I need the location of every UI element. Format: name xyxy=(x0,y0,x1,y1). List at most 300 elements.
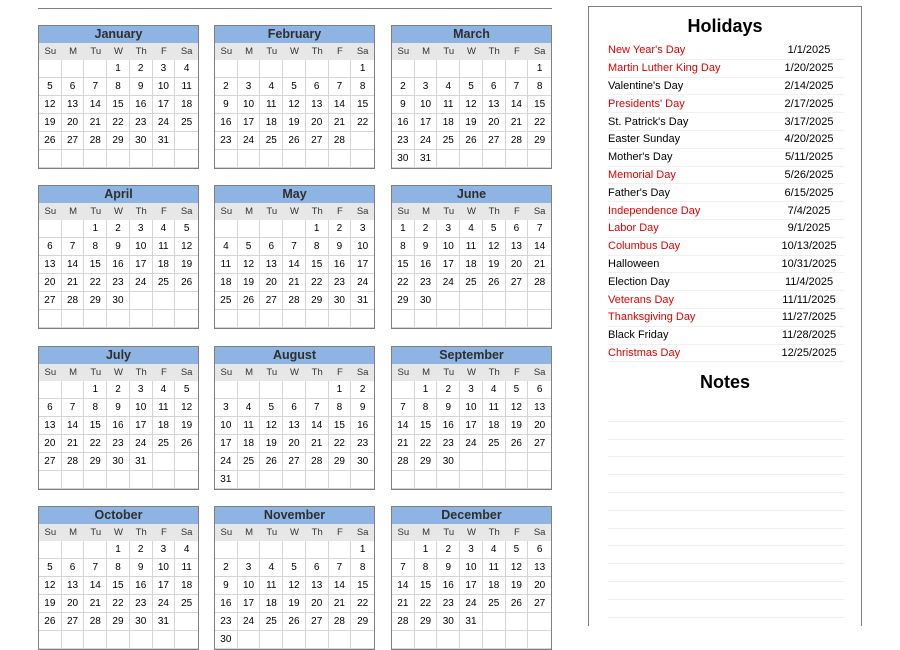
day-cell[interactable]: 14 xyxy=(506,96,529,114)
day-cell[interactable]: 13 xyxy=(260,256,283,274)
day-cell[interactable]: 3 xyxy=(238,559,261,577)
day-cell[interactable]: 2 xyxy=(107,220,130,238)
day-cell[interactable]: 17 xyxy=(415,114,438,132)
day-cell[interactable]: 26 xyxy=(506,595,529,613)
day-cell[interactable]: 15 xyxy=(415,417,438,435)
day-cell[interactable]: 15 xyxy=(351,96,374,114)
day-cell[interactable]: 10 xyxy=(351,238,374,256)
day-cell[interactable]: 25 xyxy=(437,132,460,150)
day-cell[interactable]: 14 xyxy=(62,417,85,435)
day-cell[interactable]: 15 xyxy=(329,417,352,435)
day-cell[interactable]: 9 xyxy=(351,399,374,417)
day-cell[interactable]: 29 xyxy=(107,613,130,631)
day-cell[interactable]: 3 xyxy=(437,220,460,238)
day-cell[interactable]: 22 xyxy=(415,595,438,613)
note-line[interactable] xyxy=(608,440,844,458)
day-cell[interactable]: 22 xyxy=(84,435,107,453)
day-cell[interactable]: 16 xyxy=(415,256,438,274)
day-cell[interactable]: 20 xyxy=(306,595,329,613)
day-cell[interactable]: 17 xyxy=(153,577,176,595)
day-cell[interactable]: 2 xyxy=(392,78,415,96)
day-cell[interactable]: 31 xyxy=(415,150,438,168)
day-cell[interactable]: 8 xyxy=(84,238,107,256)
day-cell[interactable]: 18 xyxy=(153,256,176,274)
day-cell[interactable]: 3 xyxy=(351,220,374,238)
day-cell[interactable]: 17 xyxy=(238,595,261,613)
day-cell[interactable]: 28 xyxy=(283,292,306,310)
day-cell[interactable]: 25 xyxy=(153,274,176,292)
day-cell[interactable]: 26 xyxy=(260,453,283,471)
day-cell[interactable]: 11 xyxy=(483,399,506,417)
day-cell[interactable]: 31 xyxy=(153,613,176,631)
day-cell[interactable]: 11 xyxy=(260,96,283,114)
day-cell[interactable]: 27 xyxy=(39,453,62,471)
day-cell[interactable]: 7 xyxy=(62,238,85,256)
day-cell[interactable]: 5 xyxy=(175,381,198,399)
note-line[interactable] xyxy=(608,404,844,422)
day-cell[interactable]: 18 xyxy=(238,435,261,453)
day-cell[interactable]: 10 xyxy=(238,577,261,595)
day-cell[interactable]: 11 xyxy=(483,559,506,577)
day-cell[interactable]: 20 xyxy=(306,114,329,132)
day-cell[interactable]: 26 xyxy=(506,435,529,453)
day-cell[interactable]: 19 xyxy=(283,595,306,613)
day-cell[interactable]: 21 xyxy=(329,114,352,132)
day-cell[interactable]: 25 xyxy=(460,274,483,292)
day-cell[interactable]: 17 xyxy=(238,114,261,132)
day-cell[interactable]: 2 xyxy=(215,78,238,96)
note-line[interactable] xyxy=(608,457,844,475)
day-cell[interactable]: 10 xyxy=(460,559,483,577)
day-cell[interactable]: 20 xyxy=(506,256,529,274)
day-cell[interactable]: 1 xyxy=(415,541,438,559)
day-cell[interactable]: 5 xyxy=(506,541,529,559)
day-cell[interactable]: 19 xyxy=(260,435,283,453)
day-cell[interactable]: 2 xyxy=(329,220,352,238)
day-cell[interactable]: 13 xyxy=(506,238,529,256)
day-cell[interactable]: 4 xyxy=(483,541,506,559)
day-cell[interactable]: 3 xyxy=(460,541,483,559)
day-cell[interactable]: 1 xyxy=(351,541,374,559)
day-cell[interactable]: 4 xyxy=(238,399,261,417)
day-cell[interactable]: 2 xyxy=(130,541,153,559)
day-cell[interactable]: 23 xyxy=(130,114,153,132)
day-cell[interactable]: 24 xyxy=(215,453,238,471)
day-cell[interactable]: 20 xyxy=(39,435,62,453)
day-cell[interactable]: 15 xyxy=(107,577,130,595)
day-cell[interactable]: 22 xyxy=(528,114,551,132)
day-cell[interactable]: 12 xyxy=(460,96,483,114)
day-cell[interactable]: 21 xyxy=(392,435,415,453)
day-cell[interactable]: 19 xyxy=(483,256,506,274)
day-cell[interactable]: 16 xyxy=(107,256,130,274)
day-cell[interactable]: 12 xyxy=(506,559,529,577)
day-cell[interactable]: 24 xyxy=(460,435,483,453)
day-cell[interactable]: 25 xyxy=(483,595,506,613)
day-cell[interactable]: 21 xyxy=(283,274,306,292)
day-cell[interactable]: 28 xyxy=(392,453,415,471)
note-line[interactable] xyxy=(608,529,844,547)
day-cell[interactable]: 3 xyxy=(130,381,153,399)
day-cell[interactable]: 16 xyxy=(215,114,238,132)
day-cell[interactable]: 27 xyxy=(62,132,85,150)
day-cell[interactable]: 14 xyxy=(392,417,415,435)
day-cell[interactable]: 26 xyxy=(283,613,306,631)
day-cell[interactable]: 8 xyxy=(329,399,352,417)
day-cell[interactable]: 9 xyxy=(215,577,238,595)
day-cell[interactable]: 29 xyxy=(392,292,415,310)
day-cell[interactable]: 13 xyxy=(39,256,62,274)
day-cell[interactable]: 11 xyxy=(238,417,261,435)
day-cell[interactable]: 26 xyxy=(483,274,506,292)
day-cell[interactable]: 26 xyxy=(175,435,198,453)
day-cell[interactable]: 29 xyxy=(528,132,551,150)
day-cell[interactable]: 6 xyxy=(39,399,62,417)
day-cell[interactable]: 25 xyxy=(175,595,198,613)
day-cell[interactable]: 13 xyxy=(306,577,329,595)
day-cell[interactable]: 11 xyxy=(175,78,198,96)
day-cell[interactable]: 22 xyxy=(351,595,374,613)
day-cell[interactable]: 6 xyxy=(283,399,306,417)
day-cell[interactable]: 20 xyxy=(283,435,306,453)
day-cell[interactable]: 14 xyxy=(283,256,306,274)
day-cell[interactable]: 21 xyxy=(306,435,329,453)
day-cell[interactable]: 18 xyxy=(260,114,283,132)
day-cell[interactable]: 14 xyxy=(62,256,85,274)
note-line[interactable] xyxy=(608,475,844,493)
day-cell[interactable]: 21 xyxy=(84,595,107,613)
day-cell[interactable]: 6 xyxy=(528,541,551,559)
day-cell[interactable]: 24 xyxy=(238,132,261,150)
day-cell[interactable]: 23 xyxy=(130,595,153,613)
day-cell[interactable]: 23 xyxy=(215,613,238,631)
day-cell[interactable]: 29 xyxy=(107,132,130,150)
day-cell[interactable]: 9 xyxy=(130,559,153,577)
day-cell[interactable]: 28 xyxy=(84,132,107,150)
day-cell[interactable]: 4 xyxy=(215,238,238,256)
day-cell[interactable]: 15 xyxy=(415,577,438,595)
day-cell[interactable]: 18 xyxy=(215,274,238,292)
day-cell[interactable]: 1 xyxy=(528,60,551,78)
day-cell[interactable]: 9 xyxy=(215,96,238,114)
day-cell[interactable]: 21 xyxy=(329,595,352,613)
day-cell[interactable]: 24 xyxy=(437,274,460,292)
day-cell[interactable]: 11 xyxy=(153,399,176,417)
day-cell[interactable]: 3 xyxy=(238,78,261,96)
day-cell[interactable]: 6 xyxy=(260,238,283,256)
day-cell[interactable]: 14 xyxy=(84,577,107,595)
day-cell[interactable]: 4 xyxy=(260,78,283,96)
day-cell[interactable]: 15 xyxy=(392,256,415,274)
day-cell[interactable]: 7 xyxy=(528,220,551,238)
day-cell[interactable]: 24 xyxy=(130,274,153,292)
day-cell[interactable]: 6 xyxy=(306,559,329,577)
day-cell[interactable]: 6 xyxy=(39,238,62,256)
day-cell[interactable]: 9 xyxy=(392,96,415,114)
day-cell[interactable]: 23 xyxy=(351,435,374,453)
day-cell[interactable]: 11 xyxy=(460,238,483,256)
day-cell[interactable]: 7 xyxy=(329,78,352,96)
note-line[interactable] xyxy=(608,600,844,618)
day-cell[interactable]: 11 xyxy=(260,577,283,595)
day-cell[interactable]: 3 xyxy=(215,399,238,417)
day-cell[interactable]: 6 xyxy=(483,78,506,96)
day-cell[interactable]: 28 xyxy=(506,132,529,150)
day-cell[interactable]: 4 xyxy=(437,78,460,96)
day-cell[interactable]: 27 xyxy=(528,595,551,613)
day-cell[interactable]: 3 xyxy=(415,78,438,96)
day-cell[interactable]: 17 xyxy=(153,96,176,114)
day-cell[interactable]: 11 xyxy=(153,238,176,256)
day-cell[interactable]: 27 xyxy=(528,435,551,453)
day-cell[interactable]: 6 xyxy=(62,559,85,577)
day-cell[interactable]: 27 xyxy=(39,292,62,310)
day-cell[interactable]: 20 xyxy=(39,274,62,292)
day-cell[interactable]: 27 xyxy=(283,453,306,471)
day-cell[interactable]: 8 xyxy=(107,559,130,577)
day-cell[interactable]: 7 xyxy=(84,78,107,96)
day-cell[interactable]: 30 xyxy=(130,132,153,150)
day-cell[interactable]: 17 xyxy=(130,417,153,435)
day-cell[interactable]: 3 xyxy=(153,60,176,78)
day-cell[interactable]: 22 xyxy=(84,274,107,292)
day-cell[interactable]: 30 xyxy=(130,613,153,631)
day-cell[interactable]: 27 xyxy=(260,292,283,310)
day-cell[interactable]: 6 xyxy=(306,78,329,96)
day-cell[interactable]: 29 xyxy=(84,453,107,471)
note-line[interactable] xyxy=(608,493,844,511)
day-cell[interactable]: 23 xyxy=(215,132,238,150)
day-cell[interactable]: 7 xyxy=(506,78,529,96)
day-cell[interactable]: 12 xyxy=(39,577,62,595)
day-cell[interactable]: 2 xyxy=(415,220,438,238)
day-cell[interactable]: 20 xyxy=(260,274,283,292)
day-cell[interactable]: 7 xyxy=(392,559,415,577)
day-cell[interactable]: 23 xyxy=(437,435,460,453)
day-cell[interactable]: 24 xyxy=(238,613,261,631)
day-cell[interactable]: 31 xyxy=(351,292,374,310)
day-cell[interactable]: 25 xyxy=(260,613,283,631)
day-cell[interactable]: 17 xyxy=(130,256,153,274)
day-cell[interactable]: 10 xyxy=(215,417,238,435)
day-cell[interactable]: 22 xyxy=(415,435,438,453)
day-cell[interactable]: 10 xyxy=(130,238,153,256)
day-cell[interactable]: 22 xyxy=(306,274,329,292)
day-cell[interactable]: 30 xyxy=(215,631,238,649)
day-cell[interactable]: 5 xyxy=(460,78,483,96)
day-cell[interactable]: 1 xyxy=(329,381,352,399)
day-cell[interactable]: 21 xyxy=(84,114,107,132)
day-cell[interactable]: 19 xyxy=(175,417,198,435)
day-cell[interactable]: 31 xyxy=(460,613,483,631)
day-cell[interactable]: 14 xyxy=(528,238,551,256)
day-cell[interactable]: 15 xyxy=(107,96,130,114)
day-cell[interactable]: 4 xyxy=(460,220,483,238)
note-line[interactable] xyxy=(608,422,844,440)
day-cell[interactable]: 13 xyxy=(39,417,62,435)
day-cell[interactable]: 28 xyxy=(62,453,85,471)
day-cell[interactable]: 19 xyxy=(506,417,529,435)
day-cell[interactable]: 5 xyxy=(483,220,506,238)
day-cell[interactable]: 19 xyxy=(39,114,62,132)
day-cell[interactable]: 13 xyxy=(62,96,85,114)
day-cell[interactable]: 19 xyxy=(238,274,261,292)
day-cell[interactable]: 3 xyxy=(130,220,153,238)
day-cell[interactable]: 24 xyxy=(153,595,176,613)
day-cell[interactable]: 23 xyxy=(415,274,438,292)
day-cell[interactable]: 1 xyxy=(107,60,130,78)
day-cell[interactable]: 12 xyxy=(283,96,306,114)
day-cell[interactable]: 10 xyxy=(415,96,438,114)
day-cell[interactable]: 17 xyxy=(460,577,483,595)
day-cell[interactable]: 13 xyxy=(306,96,329,114)
day-cell[interactable]: 12 xyxy=(283,577,306,595)
day-cell[interactable]: 13 xyxy=(62,577,85,595)
day-cell[interactable]: 16 xyxy=(130,577,153,595)
day-cell[interactable]: 23 xyxy=(392,132,415,150)
day-cell[interactable]: 21 xyxy=(62,274,85,292)
day-cell[interactable]: 11 xyxy=(175,559,198,577)
day-cell[interactable]: 10 xyxy=(130,399,153,417)
day-cell[interactable]: 2 xyxy=(437,381,460,399)
day-cell[interactable]: 28 xyxy=(528,274,551,292)
day-cell[interactable]: 14 xyxy=(329,577,352,595)
day-cell[interactable]: 31 xyxy=(153,132,176,150)
day-cell[interactable]: 9 xyxy=(329,238,352,256)
day-cell[interactable]: 24 xyxy=(415,132,438,150)
day-cell[interactable]: 10 xyxy=(437,238,460,256)
day-cell[interactable]: 9 xyxy=(107,238,130,256)
day-cell[interactable]: 28 xyxy=(306,453,329,471)
day-cell[interactable]: 5 xyxy=(175,220,198,238)
day-cell[interactable]: 23 xyxy=(437,595,460,613)
day-cell[interactable]: 19 xyxy=(460,114,483,132)
day-cell[interactable]: 7 xyxy=(283,238,306,256)
day-cell[interactable]: 21 xyxy=(392,595,415,613)
day-cell[interactable]: 5 xyxy=(283,78,306,96)
day-cell[interactable]: 14 xyxy=(306,417,329,435)
day-cell[interactable]: 8 xyxy=(84,399,107,417)
day-cell[interactable]: 28 xyxy=(62,292,85,310)
day-cell[interactable]: 1 xyxy=(306,220,329,238)
day-cell[interactable]: 12 xyxy=(175,399,198,417)
day-cell[interactable]: 26 xyxy=(283,132,306,150)
day-cell[interactable]: 7 xyxy=(84,559,107,577)
day-cell[interactable]: 19 xyxy=(506,577,529,595)
day-cell[interactable]: 18 xyxy=(175,96,198,114)
day-cell[interactable]: 9 xyxy=(437,559,460,577)
day-cell[interactable]: 4 xyxy=(175,541,198,559)
day-cell[interactable]: 18 xyxy=(483,577,506,595)
day-cell[interactable]: 16 xyxy=(392,114,415,132)
day-cell[interactable]: 8 xyxy=(351,78,374,96)
day-cell[interactable]: 25 xyxy=(260,132,283,150)
day-cell[interactable]: 22 xyxy=(392,274,415,292)
day-cell[interactable]: 30 xyxy=(392,150,415,168)
day-cell[interactable]: 16 xyxy=(437,577,460,595)
day-cell[interactable]: 12 xyxy=(483,238,506,256)
day-cell[interactable]: 5 xyxy=(238,238,261,256)
note-line[interactable] xyxy=(608,511,844,529)
day-cell[interactable]: 25 xyxy=(483,435,506,453)
day-cell[interactable]: 23 xyxy=(107,274,130,292)
day-cell[interactable]: 5 xyxy=(260,399,283,417)
day-cell[interactable]: 13 xyxy=(483,96,506,114)
day-cell[interactable]: 3 xyxy=(153,541,176,559)
note-line[interactable] xyxy=(608,582,844,600)
day-cell[interactable]: 29 xyxy=(306,292,329,310)
day-cell[interactable]: 6 xyxy=(506,220,529,238)
day-cell[interactable]: 18 xyxy=(260,595,283,613)
day-cell[interactable]: 22 xyxy=(107,114,130,132)
day-cell[interactable]: 15 xyxy=(306,256,329,274)
day-cell[interactable]: 27 xyxy=(62,613,85,631)
note-line[interactable] xyxy=(608,546,844,564)
day-cell[interactable]: 4 xyxy=(260,559,283,577)
day-cell[interactable]: 10 xyxy=(460,399,483,417)
day-cell[interactable]: 30 xyxy=(107,292,130,310)
day-cell[interactable]: 13 xyxy=(283,417,306,435)
day-cell[interactable]: 23 xyxy=(107,435,130,453)
day-cell[interactable]: 7 xyxy=(392,399,415,417)
day-cell[interactable]: 29 xyxy=(351,613,374,631)
day-cell[interactable]: 9 xyxy=(415,238,438,256)
day-cell[interactable]: 30 xyxy=(329,292,352,310)
day-cell[interactable]: 28 xyxy=(84,613,107,631)
day-cell[interactable]: 20 xyxy=(528,577,551,595)
day-cell[interactable]: 16 xyxy=(329,256,352,274)
day-cell[interactable]: 7 xyxy=(306,399,329,417)
day-cell[interactable]: 23 xyxy=(329,274,352,292)
day-cell[interactable]: 7 xyxy=(329,559,352,577)
day-cell[interactable]: 8 xyxy=(107,78,130,96)
day-cell[interactable]: 27 xyxy=(506,274,529,292)
day-cell[interactable]: 1 xyxy=(351,60,374,78)
day-cell[interactable]: 16 xyxy=(130,96,153,114)
day-cell[interactable]: 8 xyxy=(528,78,551,96)
day-cell[interactable]: 11 xyxy=(215,256,238,274)
day-cell[interactable]: 20 xyxy=(62,114,85,132)
day-cell[interactable]: 28 xyxy=(329,613,352,631)
day-cell[interactable]: 25 xyxy=(153,435,176,453)
day-cell[interactable]: 21 xyxy=(506,114,529,132)
day-cell[interactable]: 29 xyxy=(329,453,352,471)
day-cell[interactable]: 2 xyxy=(107,381,130,399)
day-cell[interactable]: 2 xyxy=(437,541,460,559)
day-cell[interactable]: 21 xyxy=(528,256,551,274)
note-line[interactable] xyxy=(608,564,844,582)
day-cell[interactable]: 1 xyxy=(392,220,415,238)
notes-area[interactable] xyxy=(608,404,844,618)
day-cell[interactable]: 27 xyxy=(306,132,329,150)
day-cell[interactable]: 30 xyxy=(437,453,460,471)
day-cell[interactable]: 18 xyxy=(460,256,483,274)
day-cell[interactable]: 2 xyxy=(215,559,238,577)
day-cell[interactable]: 15 xyxy=(351,577,374,595)
day-cell[interactable]: 29 xyxy=(415,453,438,471)
day-cell[interactable]: 6 xyxy=(528,381,551,399)
day-cell[interactable]: 5 xyxy=(39,78,62,96)
day-cell[interactable]: 22 xyxy=(351,114,374,132)
day-cell[interactable]: 8 xyxy=(415,399,438,417)
day-cell[interactable]: 15 xyxy=(84,417,107,435)
day-cell[interactable]: 18 xyxy=(483,417,506,435)
day-cell[interactable]: 13 xyxy=(528,559,551,577)
day-cell[interactable]: 12 xyxy=(260,417,283,435)
day-cell[interactable]: 10 xyxy=(238,96,261,114)
day-cell[interactable]: 12 xyxy=(506,399,529,417)
day-cell[interactable]: 9 xyxy=(437,399,460,417)
